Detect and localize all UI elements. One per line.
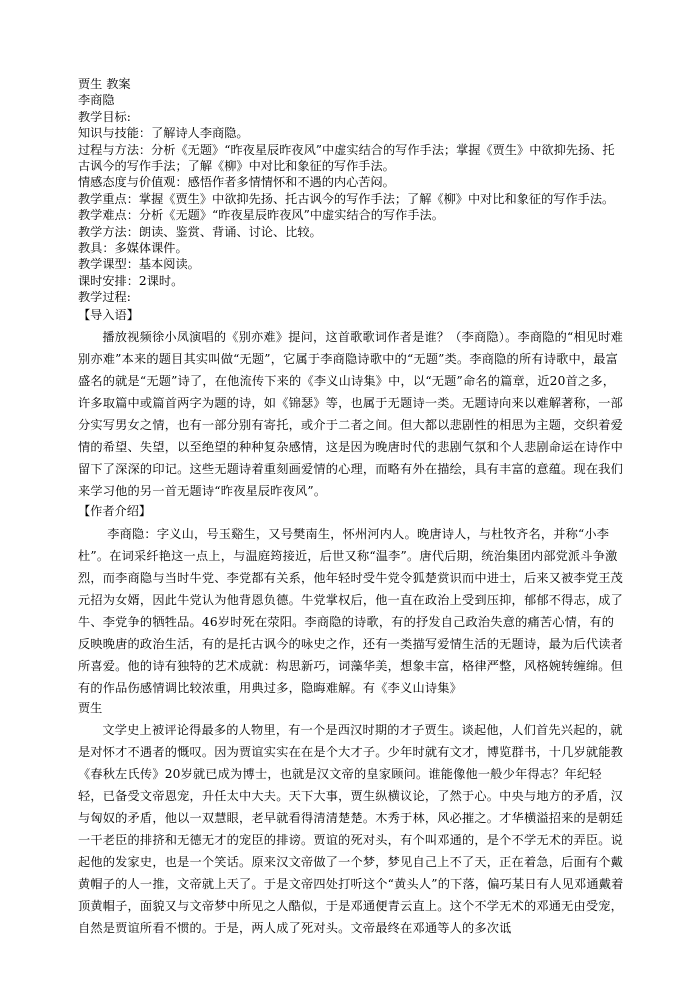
intro-heading: 【导入语】 [78, 307, 139, 322]
intro-paragraph: 播放视频徐小凤演唱的《别亦难》提问，这首歌歌词作者是谁？（李商隐）。李商隐的“相见时难别亦难”本来的题目其实叫做“无题”，它属于李商隐诗歌中的“无题”类。李商隐的所有诗歌中，最富盛名的就是“无题”诗了，在他流传下来的《李义山诗集》中，以“无题”命名的篇章，近20首之多，许多取篇中或篇首两字为题的诗，如《锦瑟》等，也属于无题诗一类。无题诗向来以难解著称，一部分实写男女之情，也有一部分别有寄托，或介于二者之间。但大都以悲剧性的相思为主题，交织着爱情的希望、失望，以至绝望的种种复杂感情，这是因为晚唐时代的悲剧气氛和个人悲剧命运在诗作中留下了深深的印记。这些无题诗着重刻画爱情的心理，而略有外在描绘，具有丰富的意蕴。现在我们来学习他的另一首无题诗“昨夜星辰昨夜风”。 [78, 330, 624, 499]
lesson-type: 教学课型：基本阅读。 [78, 257, 200, 272]
goals-label: 教学目标: [78, 109, 131, 124]
key-points: 教学重点：掌握《贾生》中欲抑先扬、托古讽今的写作手法；了解《柳》中对比和象征的写作手法。 [78, 191, 615, 206]
doc-title: 贾生 教案 [78, 77, 131, 91]
methods: 教学方法：朗读、鉴赏、背诵、讨论、比较。 [78, 224, 322, 239]
process-label: 教学过程: [78, 290, 131, 305]
jiasheng-heading: 贾生 [78, 700, 103, 715]
tools: 教具：多媒体课件。 [78, 241, 188, 256]
document-page [78, 76, 626, 939]
doc-author: 李商隐 [78, 93, 115, 108]
goal-emotion: 情感态度与价值观：感悟作者多情情怀和不遇的内心苦闷。 [78, 175, 395, 190]
goal-knowledge: 知识与技能：了解诗人李商隐。 [78, 126, 249, 141]
author-paragraph: 李商隐：字义山，号玉谿生，又号樊南生，怀州河内人。晚唐诗人，与杜牧齐名，并称“小李杜”。在词采纤艳这一点上，与温庭筠接近，后世又称“温李”。唐代后期，统治集团内部党派斗争激烈，而李商隐与当时牛党、李党都有关系，他年轻时受牛党令狐楚赏识而中进士，后来又被李党王茂元招为女婿，因此牛党认为他背恩负德。牛党掌权后，他一直在政治上受到压抑，郁郁不得志，成了牛、李党争的牺牲品。46岁时死在荥阳。李商隐的诗歌，有的抒发自己政治失意的痛苦心情，有的反映晚唐的政治生活，有的是托古讽今的咏史之作，还有一类描写爱情生活的无题诗，最为后代读者所喜爱。他的诗有独特的艺术成就：构思新巧，词藻华美，想象丰富，格律严整，风格婉转缠绵。但有的作品伤感情调比较浓重，用典过多，隐晦难解。有《李义山诗集》 [78, 526, 624, 695]
hours: 课时安排：2课时。 [78, 273, 184, 288]
difficulties: 教学难点：分析《无题》“昨夜星辰昨夜风”中虚实结合的写作手法。 [78, 208, 444, 223]
jiasheng-paragraph: 文学史上被评论得最多的人物里，有一个是西汉时期的才子贾生。谈起他，人们首先兴起的，就是对怀才不遇者的慨叹。因为贾谊实实在在是个大才子。少年时就有文才，博览群书，十几岁就能教《春秋左氏传》20岁就已成为博士，也就是汉文帝的皇家顾问。谁能像他一般少年得志？年纪轻轻，已备受文帝恩宠，升任太中大夫。天下大事，贾生纵横议论，了然于心。中央与地方的矛盾，汉与匈奴的矛盾，他以一双慧眼，老早就看得清清楚楚。木秀于林，风必摧之。才华横溢招来的是朝廷一干老臣的排挤和无德无才的宠臣的排谤。贾谊的死对头，有个叫邓通的，是个不学无术的弄臣。说起他的发家史，也是一个笑话。原来汉文帝做了一个梦，梦见自己上不了天，正在着急，后面有个戴黄帽子的人一推，文帝就上天了。于是文帝四处打听这个“黄头人”的下落，偏巧某日有人见邓通戴着顶黄帽子，面貌又与文帝梦中所见之人酷似，于是邓通便青云直上。这个不学无术的邓通无由受宠，自然是贾谊所看不惯的。于是，两人成了死对头。文帝最终在邓通等人的多次诋 [78, 722, 624, 935]
goal-process: 过程与方法：分析《无题》“昨夜星辰昨夜风”中虚实结合的写作手法；掌握《贾生》中欲抑先扬、托古讽今的写作手法；了解《柳》中对比和象征的写作手法。 [78, 142, 615, 174]
author-heading: 【作者介绍】 [78, 504, 152, 519]
